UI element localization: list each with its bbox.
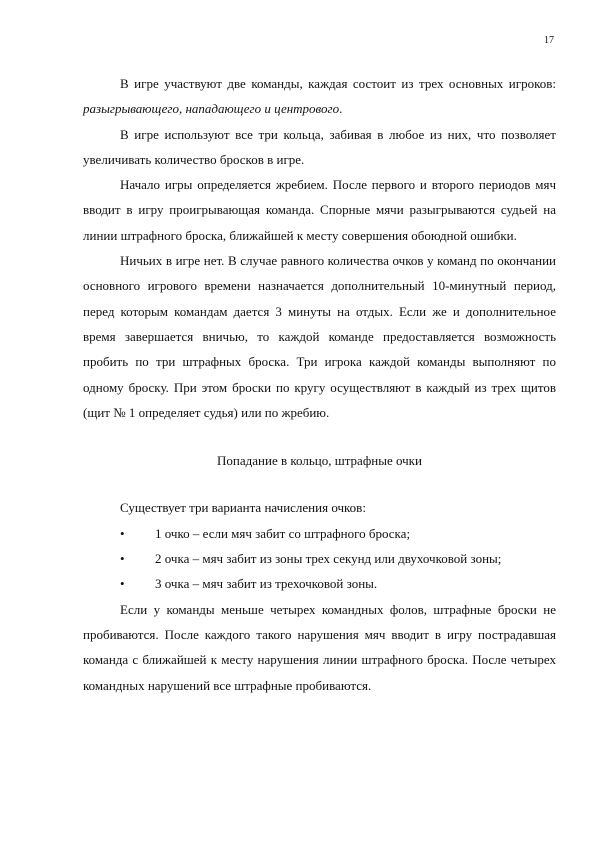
paragraph-fouls: Если у команды меньше четырех командных фолов, штрафные броски не пробиваются. После каждого такого нарушения мяч вводит в игру пострадавшая команда с ближайшей к месту нарушения линии штрафного броска. После четырех командных нарушений все штрафные пробиваются.: [83, 601, 556, 693]
list-item: [83, 546, 556, 571]
document-body: [83, 71, 556, 698]
bullet-icon: •: [120, 525, 125, 541]
player-roles-emphasis: разыгрывающего, нападающего и центрового: [83, 101, 340, 117]
section-heading: Попадание в кольцо, штрафные очки: [217, 453, 422, 469]
scoring-intro: Существует три варианта начисления очков:: [120, 500, 366, 516]
list-item-text: 2 очка – мяч забит из зоны трех секунд или двухочковой зоны;: [155, 551, 502, 567]
paragraph-draw-rules: Ничьих в игре нет. В случае равного количества очков у команд по окончании основного игрового времени назначается дополнительный 10-минутный период, перед которым командам дается 3 минуты на отдых. Если же и дополнительное время завершается вничью, то каждой команде предоставляется возможность пробить по три штрафных броска. Три игрока каждой команды выполняют по одному броску. При этом броски по кругу осуществляют в каждый из трех щитов (щит № 1 определяет судья) или по жребию.: [83, 253, 556, 420]
bullet-icon: •: [120, 551, 125, 567]
list-item: [83, 571, 556, 596]
paragraph-teams-text: В игре участвуют две команды, каждая состоит из трех основных игроков:: [120, 76, 556, 91]
paragraph-teams: [83, 71, 556, 122]
list-item: [83, 521, 556, 546]
scoring-list: [83, 521, 556, 597]
paragraph-game-start: Начало игры определяется жребием. После первого и второго периодов мяч вводит в игру проигрывающая команда. Спорные мячи разыгрываются судьей на линии штрафного броска, ближайшей к месту совершения обоюдной ошибки.: [83, 177, 556, 243]
bullet-icon: •: [120, 576, 125, 592]
list-item-text: 3 очка – мяч забит из трехочковой зоны.: [155, 576, 378, 592]
paragraph-rings: В игре используют все три кольца, забивая в любое из них, что позволяет увеличивать количество бросков в игре.: [83, 126, 556, 167]
paragraph-teams-end: .: [339, 101, 343, 117]
list-item-text: 1 очко – если мяч забит со штрафного броска;: [155, 525, 411, 541]
page-number: 17: [544, 35, 554, 46]
